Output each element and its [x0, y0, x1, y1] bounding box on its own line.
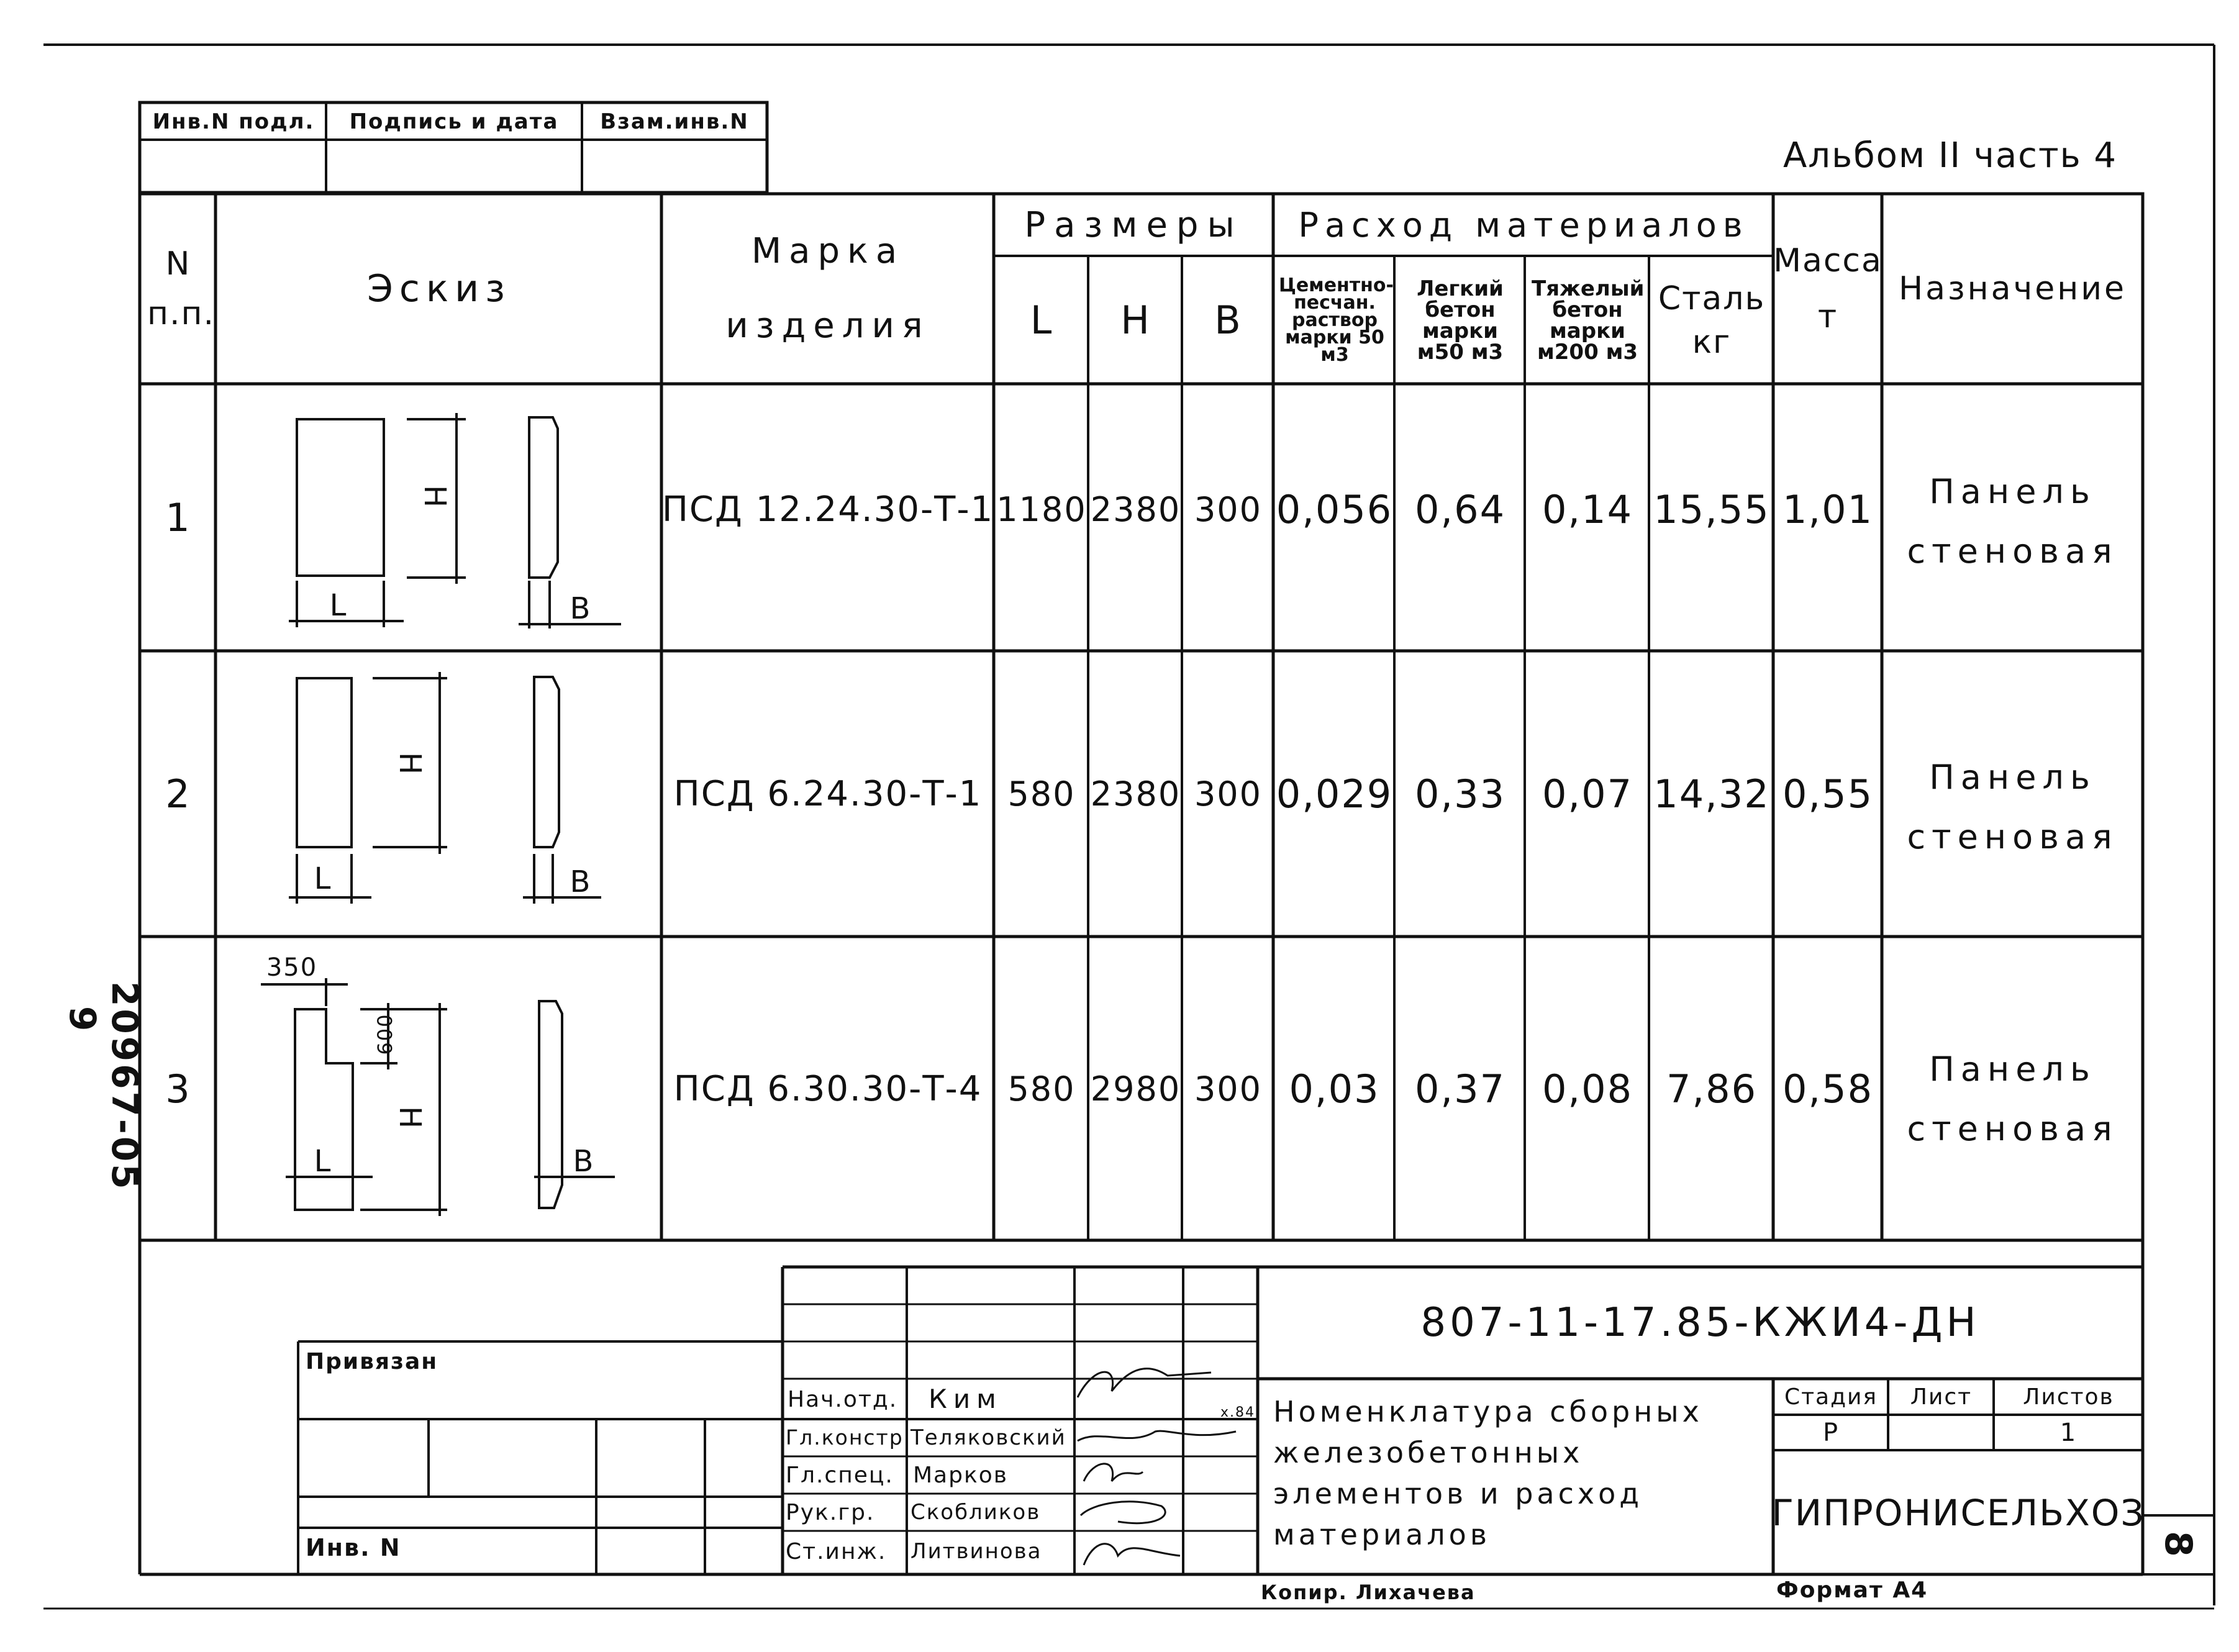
row2-cement: 0,029	[1276, 771, 1393, 817]
row3-mark: ПСД 6.30.30-Т-4	[673, 1068, 983, 1109]
row2-B: 300	[1194, 774, 1263, 814]
side-code-text: 20967-05	[104, 981, 146, 1192]
tb-name-5: Литвинова	[911, 1539, 1042, 1564]
tb-role-3: Гл.спец.	[786, 1463, 894, 1488]
tb-inv-n: Инв. N	[306, 1534, 401, 1561]
hdr-mass-1: Масса	[1773, 242, 1882, 279]
row2-steel: 14,32	[1653, 771, 1770, 817]
row3-cement: 0,03	[1289, 1066, 1380, 1112]
tb-sheet-h: Лист	[1910, 1384, 1973, 1410]
row2-light: 0,33	[1414, 771, 1506, 817]
sk3-600: 600	[373, 1013, 397, 1055]
tb-sheets: 1	[2060, 1418, 2078, 1447]
row3-purpose-2: стеновая	[1907, 1109, 2119, 1148]
tb-stage-h: Стадия	[1784, 1384, 1878, 1410]
row1-purpose-1: Панель	[1929, 472, 2096, 511]
row1-H: 2380	[1090, 489, 1181, 529]
tb-name-4: Скобликов	[911, 1500, 1041, 1525]
tb-role-5: Ст.инж.	[786, 1539, 887, 1564]
sk2-B: B	[570, 865, 592, 899]
tb-role-4: Рук.гр.	[786, 1500, 875, 1525]
row1-n: 1	[165, 495, 191, 540]
stamp-podpis: Подпись и дата	[349, 109, 559, 134]
hdr-mark-1: Марка	[751, 231, 905, 271]
hdr-rashod: Расход материалов	[1298, 206, 1749, 245]
row1-steel: 15,55	[1653, 486, 1770, 532]
sk1-H: H	[417, 484, 452, 509]
tb-copied: Копир. Лихачева	[1261, 1581, 1476, 1604]
tb-sheet	[1890, 1416, 1992, 1450]
stamp-inv-podl: Инв.N подл.	[152, 109, 315, 134]
tb-name-1: Ким	[929, 1384, 1002, 1414]
row3-n: 3	[165, 1066, 191, 1112]
row1-mass: 1,01	[1782, 486, 1874, 532]
tb-title-text: Номенклатура сборных железобетонных элементов и расход материалов	[1273, 1395, 1703, 1551]
hdr-sketch: Эскиз	[366, 267, 512, 311]
row2-mass: 0,55	[1782, 771, 1874, 817]
tb-name-3: Марков	[913, 1463, 1008, 1488]
tb-org: ГИПРОНИСЕЛЬХОЗ	[1771, 1492, 2145, 1534]
tb-format: Формат А4	[1776, 1577, 1928, 1603]
row1-mark: ПСД 12.24.30-Т-1	[661, 489, 994, 530]
sk3-H: H	[393, 1105, 427, 1130]
hdr-L: L	[1030, 297, 1053, 343]
sk3-L: L	[314, 1144, 332, 1179]
row2-mark: ПСД 6.24.30-Т-1	[673, 774, 983, 814]
row3-steel: 7,86	[1666, 1066, 1758, 1112]
sk2-L: L	[314, 861, 332, 896]
sk3-350: 350	[266, 953, 318, 982]
row3-heavy: 0,08	[1542, 1066, 1633, 1112]
row1-cement: 0,056	[1276, 486, 1393, 532]
row3-L: 580	[1007, 1069, 1076, 1109]
hdr-mark-2: изделия	[725, 306, 930, 346]
row2-heavy: 0,07	[1542, 771, 1633, 817]
hdr-steel-1: Сталь	[1658, 280, 1766, 317]
row3-light: 0,37	[1414, 1066, 1506, 1112]
sk3-B: B	[573, 1144, 595, 1179]
row3-mass: 0,58	[1782, 1066, 1874, 1112]
album-label: Альбом II часть 4	[1783, 135, 2118, 176]
hdr-sizes: Размеры	[1024, 205, 1243, 245]
tb-role-1: Нач.отд.	[788, 1387, 898, 1412]
page-corner-number: 8	[2156, 1531, 2200, 1558]
row2-purpose-2: стеновая	[1907, 817, 2119, 856]
tb-sig-date: х.84	[1220, 1405, 1256, 1420]
hdr-light-text: Легкий бетон марки м50 м3	[1417, 276, 1504, 365]
row2-H: 2380	[1090, 774, 1181, 814]
tb-sheets-h: Листов	[2023, 1384, 2114, 1410]
row2-n: 2	[165, 771, 191, 817]
hdr-purpose: Назначение	[1899, 270, 2127, 307]
tb-stage: Р	[1822, 1418, 1840, 1447]
row1-light: 0,64	[1414, 486, 1506, 532]
hdr-cement-text: Цементно-песчан. раствор марки 50 м3	[1279, 275, 1394, 366]
tb-code: 807-11-17.85-КЖИ4-ДН	[1420, 1300, 1980, 1346]
hdr-H: H	[1120, 297, 1151, 343]
row2-L: 580	[1007, 774, 1076, 814]
hdr-B: B	[1214, 297, 1242, 343]
row3-purpose-1: Панель	[1929, 1050, 2096, 1089]
tb-title	[1273, 1391, 1758, 1565]
sk2-H: H	[393, 751, 427, 776]
row3-B: 300	[1194, 1069, 1263, 1109]
tb-role-2: Гл.констр.	[786, 1425, 912, 1450]
row1-heavy: 0,14	[1542, 486, 1633, 532]
sk1-B: B	[570, 591, 592, 626]
side-num: 9	[61, 1006, 104, 1034]
hdr-mass-2: т	[1817, 298, 1838, 335]
stamp-vzam: Взам.инв.N	[600, 109, 749, 134]
hdr-heavy-text: Тяжелый бетон марки м200 м3	[1532, 276, 1645, 365]
row3-H: 2980	[1090, 1069, 1181, 1109]
tb-name-2: Теляковский	[911, 1425, 1066, 1450]
sk1-L: L	[329, 588, 348, 623]
row1-L: 1180	[996, 489, 1087, 529]
row2-purpose-1: Панель	[1929, 758, 2096, 797]
row1-B: 300	[1194, 489, 1263, 529]
tb-privyazan: Привязан	[306, 1349, 438, 1374]
row1-purpose-2: стеновая	[1907, 532, 2119, 571]
hdr-num-text: N п.п.	[147, 245, 216, 332]
hdr-steel-2: кг	[1692, 324, 1732, 361]
